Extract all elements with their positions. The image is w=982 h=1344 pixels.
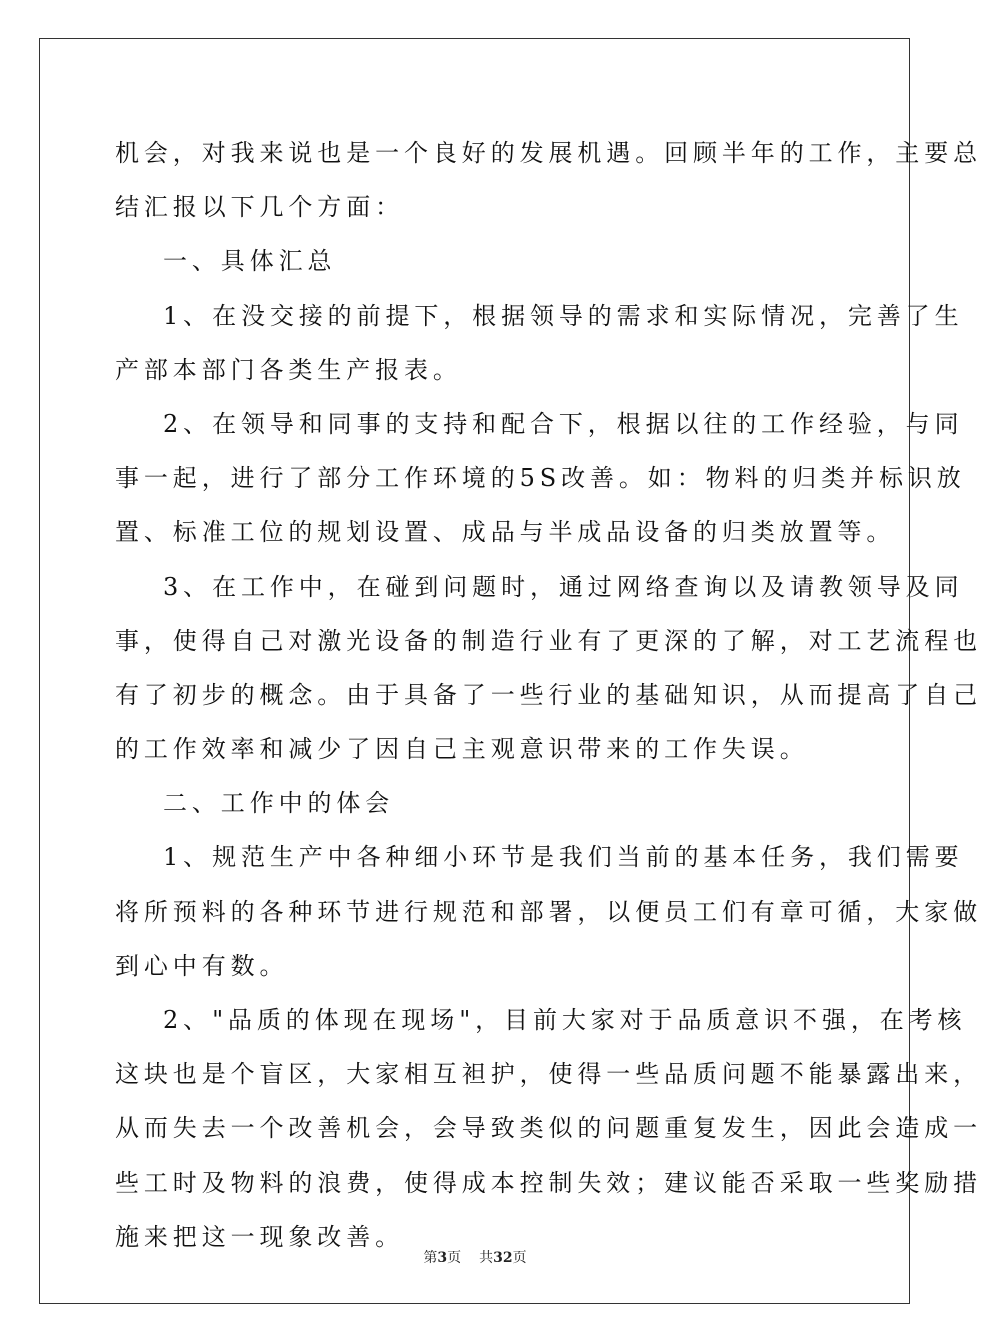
total-suffix: 页	[512, 1250, 527, 1266]
text-line: 3、在工作中，在碰到问题时，通过网络查询以及请教领导及同	[163, 572, 964, 601]
text-line: 1、规范生产中各种细小环节是我们当前的基本任务，我们需要	[163, 843, 964, 872]
page-number: 3	[437, 1250, 448, 1266]
section-heading: 一、具体汇总	[163, 247, 337, 276]
text-line: 事一起，进行了部分工作环境的5S改善。如：物料的归类并标识放	[115, 464, 966, 493]
text-line: 1、在没交接的前提下，根据领导的需求和实际情况，完善了生	[163, 301, 964, 330]
text-line: 产部本部门各类生产报表。	[115, 355, 462, 384]
text-line: 结汇报以下几个方面：	[115, 193, 404, 222]
text-line: 机会，对我来说也是一个良好的发展机遇。回顾半年的工作，主要总	[115, 139, 982, 167]
total-pages: 32	[493, 1250, 513, 1266]
text-line: 将所预料的各种环节进行规范和部署，以便员工们有章可循，大家做	[115, 897, 982, 926]
text-line: 有了初步的概念。由于具备了一些行业的基础知识，从而提高了自己	[115, 680, 982, 709]
text-line: 些工时及物料的浪费，使得成本控制失效；建议能否采取一些奖励措	[115, 1168, 982, 1197]
text-line: 事，使得自己对激光设备的制造行业有了更深的了解，对工艺流程也	[115, 626, 982, 655]
text-line: 到心中有数。	[115, 951, 289, 980]
text-line: 的工作效率和减少了因自己主观意识带来的工作失误。	[115, 735, 809, 764]
section-heading: 二、工作中的体会	[163, 789, 395, 818]
total-prefix: 共	[479, 1250, 494, 1266]
text-line: 2、在领导和同事的支持和配合下，根据以往的工作经验，与同	[163, 409, 964, 438]
text-line: 从而失去一个改善机会，会导致类似的问题重复发生，因此会造成一	[115, 1114, 982, 1143]
page-footer	[0, 1247, 950, 1267]
text-line: 施来把这一现象改善。	[115, 1222, 404, 1251]
page-suffix: 页	[447, 1250, 462, 1266]
text-line: 置、标准工位的规划设置、成品与半成品设备的归类放置等。	[115, 518, 896, 547]
page-prefix: 第	[423, 1250, 438, 1266]
document-body	[115, 126, 982, 1264]
text-line: 2、"品质的体现在现场"，目前大家对于品质意识不强，在考核	[163, 1006, 967, 1034]
text-line: 这块也是个盲区，大家相互袒护，使得一些品质问题不能暴露出来，	[115, 1060, 982, 1089]
